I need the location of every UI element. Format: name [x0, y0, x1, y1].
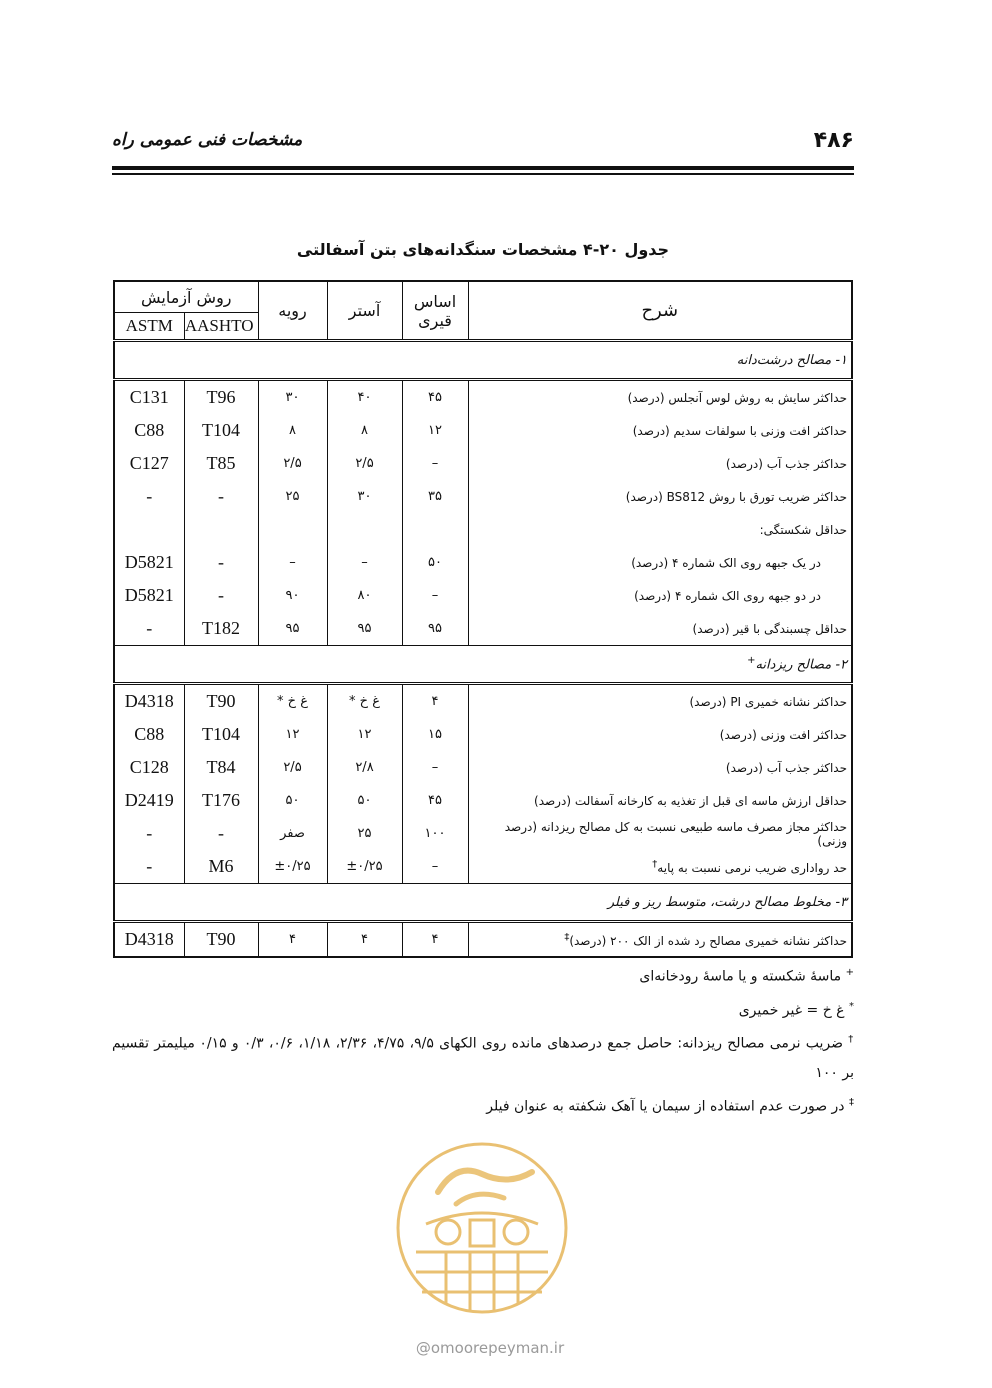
- cell-astm: [114, 513, 184, 546]
- cell-surface: [258, 513, 327, 546]
- watermark-seal-logo: [386, 1132, 578, 1324]
- col-header-surface: رویه: [258, 281, 327, 341]
- cell-binder: ۸: [327, 414, 402, 447]
- cell-surface: ۹۵: [258, 612, 327, 646]
- cell-surface: ۲۵: [258, 480, 327, 513]
- cell-description-text: حداکثر ضریب تورق با روش BS812 (درصد): [625, 489, 848, 504]
- cell-surface: –: [258, 546, 327, 579]
- aggregate-spec-table: [113, 280, 853, 958]
- cell-surface: ۳۰: [258, 380, 327, 415]
- cell-surface: ۲/۵: [258, 447, 327, 480]
- cell-astm: C88: [114, 414, 184, 447]
- col-header-base-line1: اساس: [413, 291, 457, 311]
- section-row: [114, 884, 852, 922]
- cell-base: –: [402, 850, 468, 884]
- cell-base: ۴: [402, 684, 468, 719]
- table-row: [114, 684, 852, 719]
- watermark-website: @omoorepeyman.ir: [415, 1339, 565, 1357]
- cell-base: –: [402, 751, 468, 784]
- cell-astm: D2419: [114, 784, 184, 817]
- cell-binder: ۹۵: [327, 612, 402, 646]
- cell-surface: ۲/۵: [258, 751, 327, 784]
- cell-description-text: حداکثر جذب آب (درصد): [725, 760, 848, 775]
- cell-surface: ۸: [258, 414, 327, 447]
- cell-aashto: T90: [184, 684, 258, 719]
- cell-description: [468, 718, 852, 751]
- cell-astm: D5821: [114, 546, 184, 579]
- cell-base: ۳۵: [402, 480, 468, 513]
- cell-description: [468, 579, 852, 612]
- cell-base: ۴۵: [402, 784, 468, 817]
- footnote-filler: [112, 1088, 854, 1122]
- table-row: [114, 751, 852, 784]
- cell-aashto: -: [184, 546, 258, 579]
- section-title: [114, 341, 852, 380]
- table-row: [114, 546, 852, 579]
- cell-base: ۵۰: [402, 546, 468, 579]
- cell-surface: ۱۲: [258, 718, 327, 751]
- cell-astm: -: [114, 817, 184, 850]
- cell-description-mark: †: [652, 858, 658, 870]
- cell-surface: ۵۰: [258, 784, 327, 817]
- cell-aashto: [184, 513, 258, 546]
- cell-description: [468, 612, 852, 646]
- cell-astm: -: [114, 480, 184, 513]
- cell-surface: غ خ *: [258, 684, 327, 719]
- cell-binder: ۲/۵: [327, 447, 402, 480]
- table-caption: جدول ۲۰-۴ مشخصات سنگدانه‌های بتن آسفالتی: [296, 240, 670, 259]
- section-title-text: ۱- مصالح درشت‌دانه: [736, 352, 848, 368]
- table-row: [114, 414, 852, 447]
- cell-description: [468, 414, 852, 447]
- cell-astm: C131: [114, 380, 184, 415]
- cell-binder: [327, 513, 402, 546]
- section-title: [114, 884, 852, 922]
- cell-aashto: -: [184, 579, 258, 612]
- table-row: [114, 718, 852, 751]
- cell-base: ۴۵: [402, 380, 468, 415]
- cell-surface: ۹۰: [258, 579, 327, 612]
- col-header-binder: آستر: [327, 281, 402, 341]
- cell-description: [468, 684, 852, 719]
- cell-base: [402, 513, 468, 546]
- cell-surface: ۴: [258, 922, 327, 958]
- cell-description: [468, 447, 852, 480]
- col-header-base-line2: قیری: [418, 310, 452, 330]
- page-number: ۴۸۶: [813, 128, 854, 153]
- cell-binder: ۴: [327, 922, 402, 958]
- cell-description: [468, 817, 852, 850]
- cell-description: [468, 513, 852, 546]
- cell-binder: ۴۰: [327, 380, 402, 415]
- section-title-text: ۳- مخلوط مصالح درشت، متوسط ریز و فیلر: [607, 894, 848, 910]
- cell-description: [468, 546, 852, 579]
- col-header-aashto: AASHTO: [184, 313, 258, 341]
- cell-base: ۱۰۰: [402, 817, 468, 850]
- footnote-text: ماسهٔ شکسته و یا ماسهٔ رودخانه‌ای: [639, 968, 842, 985]
- cell-binder: ۳۰: [327, 480, 402, 513]
- cell-base: ۱۵: [402, 718, 468, 751]
- cell-aashto: T182: [184, 612, 258, 646]
- cell-astm: C127: [114, 447, 184, 480]
- footnote-text: در صورت عدم استفاده از سیمان یا آهک شکفته به عنوان فیلر: [486, 1098, 845, 1115]
- col-header-test-method: روش آزمایش: [114, 281, 258, 313]
- section-row: [114, 341, 852, 380]
- header-rule-thick: [112, 166, 854, 170]
- section-row: [114, 646, 852, 684]
- cell-surface: صفر: [258, 817, 327, 850]
- cell-description-text: حداکثر نشانه خمیری PI (درصد): [689, 694, 848, 709]
- section-title-mark: +: [747, 655, 756, 667]
- col-header-astm: ASTM: [114, 313, 184, 341]
- cell-base: –: [402, 579, 468, 612]
- col-header-base: [402, 281, 468, 341]
- cell-binder: غ خ *: [327, 684, 402, 719]
- cell-base: ۹۵: [402, 612, 468, 646]
- cell-description-text: در دو جبهه روی الک شماره ۴ (درصد): [634, 588, 822, 603]
- cell-aashto: T176: [184, 784, 258, 817]
- cell-base: ۴: [402, 922, 468, 958]
- cell-description: [468, 751, 852, 784]
- cell-base: –: [402, 447, 468, 480]
- cell-description-text: حد رواداری ضریب نرمی نسبت به پایه: [657, 860, 848, 875]
- cell-description-text: حداقل ارزش ماسه ای قبل از تغذیه به کارخانه آسفالت (درصد): [534, 793, 848, 808]
- table-row: [114, 579, 852, 612]
- cell-description-text: حداکثر سایش به روش لوس آنجلس (درصد): [627, 390, 848, 405]
- cell-base: ۱۲: [402, 414, 468, 447]
- cell-astm: D4318: [114, 684, 184, 719]
- cell-binder: ۸۰: [327, 579, 402, 612]
- cell-binder: ۱۲: [327, 718, 402, 751]
- cell-description: [468, 922, 852, 958]
- cell-description-text: حداکثر افت وزنی با سولفات سدیم (درصد): [632, 423, 848, 438]
- table-row: [114, 850, 852, 884]
- footnote-mark: †: [848, 1034, 855, 1046]
- table-row: [114, 447, 852, 480]
- cell-astm: -: [114, 850, 184, 884]
- col-header-description: شرح: [468, 281, 852, 341]
- table-row: [114, 817, 852, 850]
- table-row: [114, 480, 852, 513]
- table-row: [114, 513, 852, 546]
- cell-binder: ۲/۸: [327, 751, 402, 784]
- cell-description-text: حداکثر افت وزنی (درصد): [719, 727, 848, 742]
- footnote-text: ضریب نرمی مصالح ریزدانه: حاصل جمع درصدهای مانده روی الکهای ۹/۵، ۴/۷۵، ۲/۳۶، ۱/۱۸، ۰/۶، ۰/۳ و ۰/۱۵ میلیمتر تقسیم بر ۱۰۰: [112, 1035, 854, 1081]
- cell-description: [468, 480, 852, 513]
- cell-astm: C128: [114, 751, 184, 784]
- cell-description: [468, 784, 852, 817]
- section-title: [114, 646, 852, 684]
- footnote-non-plastic: [112, 992, 854, 1026]
- table-row: [114, 612, 852, 646]
- cell-aashto: T104: [184, 414, 258, 447]
- header-rule-thin: [112, 173, 854, 175]
- section-title-text: ۲- مصالح ریزدانه: [755, 657, 848, 673]
- footnote-mark: +: [845, 967, 854, 978]
- cell-description-text: حداقل چسبندگی با قیر (درصد): [692, 621, 848, 636]
- cell-aashto: -: [184, 817, 258, 850]
- cell-astm: -: [114, 612, 184, 646]
- cell-surface: ±۰/۲۵: [258, 850, 327, 884]
- cell-description-text: در یک جبهه روی الک شماره ۴ (درصد): [631, 555, 822, 570]
- footnote-fineness-modulus: [112, 1025, 854, 1088]
- cell-astm: C88: [114, 718, 184, 751]
- footnote-sand: [112, 958, 854, 992]
- cell-aashto: T85: [184, 447, 258, 480]
- footnotes: [112, 958, 854, 1122]
- cell-description-text: حداکثر جذب آب (درصد): [725, 456, 848, 471]
- cell-aashto: T104: [184, 718, 258, 751]
- cell-description-text: حداقل شکستگی:: [759, 522, 848, 537]
- cell-description-text: حداکثر نشانه خمیری مصالح رد شده از الک ۲۰۰ (درصد): [569, 933, 848, 948]
- cell-binder: ۲۵: [327, 817, 402, 850]
- cell-binder: ±۰/۲۵: [327, 850, 402, 884]
- table-row: [114, 784, 852, 817]
- cell-binder: –: [327, 546, 402, 579]
- cell-aashto: T90: [184, 922, 258, 958]
- cell-astm: D5821: [114, 579, 184, 612]
- cell-aashto: M6: [184, 850, 258, 884]
- running-title: مشخصات فنی عمومی راه: [112, 130, 303, 150]
- table-body: [114, 341, 852, 958]
- page-header: [112, 128, 854, 158]
- table-row: [114, 380, 852, 415]
- footnote-mark: ‡: [849, 1096, 854, 1108]
- cell-aashto: -: [184, 480, 258, 513]
- table-row: [114, 922, 852, 958]
- cell-astm: D4318: [114, 922, 184, 958]
- cell-aashto: T96: [184, 380, 258, 415]
- cell-aashto: T84: [184, 751, 258, 784]
- footnote-text: غ خ = غیر خمیری: [738, 1002, 845, 1019]
- footnote-mark: *: [849, 1000, 854, 1012]
- cell-description: [468, 380, 852, 415]
- cell-binder: ۵۰: [327, 784, 402, 817]
- cell-description-text: حداکثر مجاز مصرف ماسه طبیعی نسبت به کل مصالح ریزدانه (درصد وزنی): [504, 819, 848, 848]
- cell-description: [468, 850, 852, 884]
- cell-description-mark: ‡: [564, 931, 570, 943]
